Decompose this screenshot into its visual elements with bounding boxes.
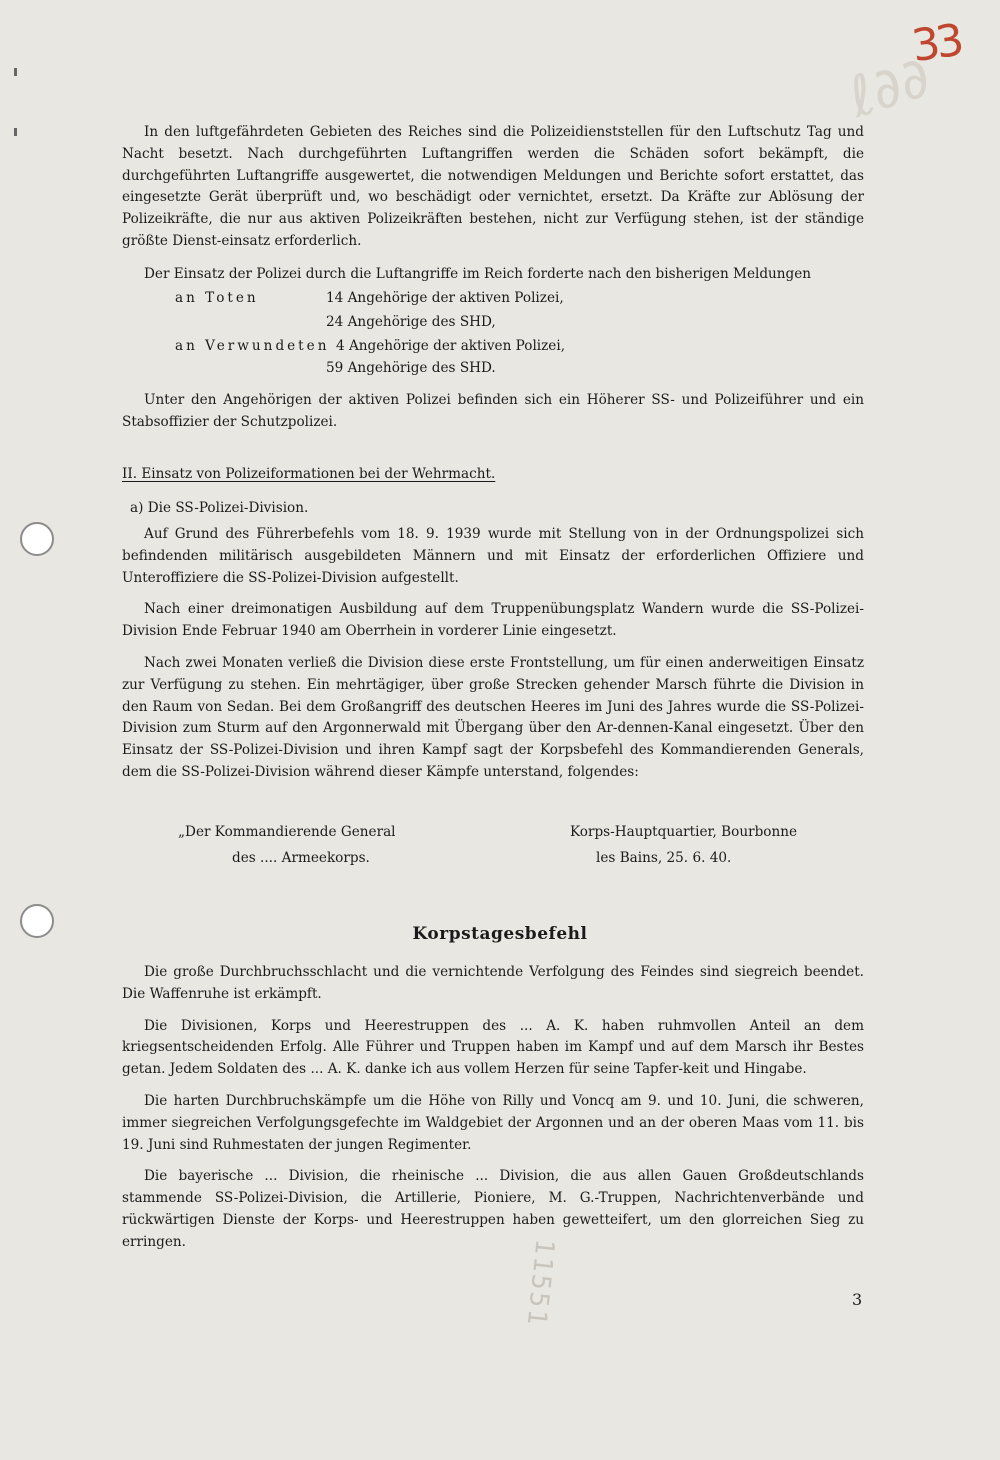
margin-tick xyxy=(14,68,17,76)
quote-header-left-1: „Der Kommandierende General xyxy=(178,824,396,840)
korps-paragraph-4: Die bayerische ... Division, die rheinische ... Division, die aus allen Gauen Großdeutschlands stammende SS-Polizei-Division, die Artillerie, Pioniere, M. G.-Truppen, Nachrichtenverbände und rückwärtigen Dienste der Korps- und Heerestruppen haben gewetteifert, um den glorreichen Sieg zu erringen. xyxy=(122,1168,864,1250)
quote-header-right-1: Korps-Hauptquartier, Bourbonne xyxy=(570,824,798,840)
korps-title: Korpstagesbefehl xyxy=(412,924,588,944)
korps-paragraph-1: Die große Durchbruchsschlacht und die vernichtende Verfolgung des Feindes sind siegreich beendet. Die Waffenruhe ist erkämpft. xyxy=(122,964,864,1002)
casualties-dead-label: an Toten xyxy=(175,290,259,306)
casualties-dead-shd: 24 Angehörige des SHD, xyxy=(326,314,496,330)
korps-paragraph-3: Die harten Durchbruchskämpfe um die Höhe von Rilly und Voncq am 9. und 10. Juni, die schweren, immer siegreichen Verfolgungsgefechte im Waldgebiet der Argonnen und an der oberen Maas vom 11. bis 19. Juni sind Ruhmestaten der jungen Regimenter. xyxy=(122,1092,864,1153)
margin-tick xyxy=(14,128,17,136)
officers-paragraph-block xyxy=(122,390,864,434)
quote-header-right-2: les Bains, 25. 6. 40. xyxy=(596,850,732,866)
punch-hole xyxy=(20,522,54,556)
casualties-wounded-shd: 59 Angehörige des SHD. xyxy=(326,360,496,376)
division-paragraph-1: Auf Grund des Führerbefehls vom 18. 9. 1939 wurde mit Stellung von in der Ordnungspolizei sich befindenden militärisch ausgebildeten Männern und mit Einsatz der erforderlichen Offiziere und Unteroffiziere die SS-Polizei-Division aufgestellt. xyxy=(122,526,864,586)
division-paragraph-2: Nach einer dreimonatigen Ausbildung auf dem Truppenübungsplatz Wandern wurde die SS-Polizei-Division Ende Februar 1940 am Oberrhein in vorderer Linie eingesetzt. xyxy=(122,601,864,640)
casualties-dead-active: 14 Angehörige der aktiven Polizei, xyxy=(326,290,564,306)
section-heading-ii: II. Einsatz von Polizeiformationen bei der Wehrmacht. xyxy=(122,466,496,482)
folio-number: 33 xyxy=(908,14,964,73)
casualties-wounded-label: an Verwundeten xyxy=(175,338,330,354)
faded-stamp: 11551 xyxy=(520,1237,560,1329)
faded-handwriting: ℓ∂∂ xyxy=(840,44,939,131)
page-number: 3 xyxy=(852,1290,863,1309)
korps-paragraphs xyxy=(122,962,864,1254)
division-paragraphs xyxy=(122,524,864,784)
casualties-wounded-active: 4 Angehörige der aktiven Polizei, xyxy=(336,338,566,354)
division-paragraph-3: Nach zwei Monaten verließ die Division diese erste Frontstellung, um für einen anderweitigen Einsatz zur Verfügung zu stehen. Ein mehrtägiger, über große Strecken gehender Marsch führte die Division in den Raum von Sedan. Bei dem Großangriff des deutschen Heeres im Juni des Jahres wurde die SS-Polizei-Division zum Sturm auf den Argonnerwald mit Übergang über den Ar-dennen-Kanal eingesetzt. Über den Einsatz der SS-Polizei-Division und ihren Kampf sagt der Korpsbefehl des Kommandierenden Generals, dem die SS-Polizei-Division während dieser Kämpfe unterstand, folgendes: xyxy=(122,654,864,780)
officers-paragraph: Unter den Angehörigen der aktiven Polizei befinden sich ein Höherer SS- und Polizeiführer und ein Stabsoffizier der Schutzpolizei. xyxy=(122,392,864,430)
intro-paragraph-block xyxy=(122,122,864,253)
subsection-heading-a: a) Die SS-Polizei-Division. xyxy=(130,500,309,516)
casualties-lead-block xyxy=(122,264,864,286)
casualties-lead: Der Einsatz der Polizei durch die Luftangriffe im Reich forderte nach den bisherigen Meldungen xyxy=(144,266,812,282)
intro-paragraph: In den luftgefährdeten Gebieten des Reiches sind die Polizeidienststellen für den Luftschutz Tag und Nacht besetzt. Nach durchgeführten Luftangriffen werden die Schäden sofort bekämpft, die durchgeführten Luftangriffe ausgewertet, die notwendigen Meldungen und Berichte sofort erstattet, das eingesetzte Gerät überprüft und, wo beschädigt oder vernichtet, ersetzt. Da Kräfte zur Ablösung der Polizeikräfte, die nur aus aktiven Polizeikräften bestehen, nicht zur Verfügung stehen, ist der ständige größte Dienst-einsatz erforderlich. xyxy=(122,124,864,249)
quote-header-left-2: des .... Armeekorps. xyxy=(232,850,370,866)
korps-paragraph-2: Die Divisionen, Korps und Heerestruppen des ... A. K. haben ruhmvollen Anteil an dem kriegsentscheidenden Erfolg. Alle Führer und Truppen haben im Kampf und auf dem Marsch ihr Bestes getan. Jedem Soldaten des ... A. K. danke ich aus vollem Herzen für seine Tapfer-keit und Hingabe. xyxy=(122,1017,864,1078)
